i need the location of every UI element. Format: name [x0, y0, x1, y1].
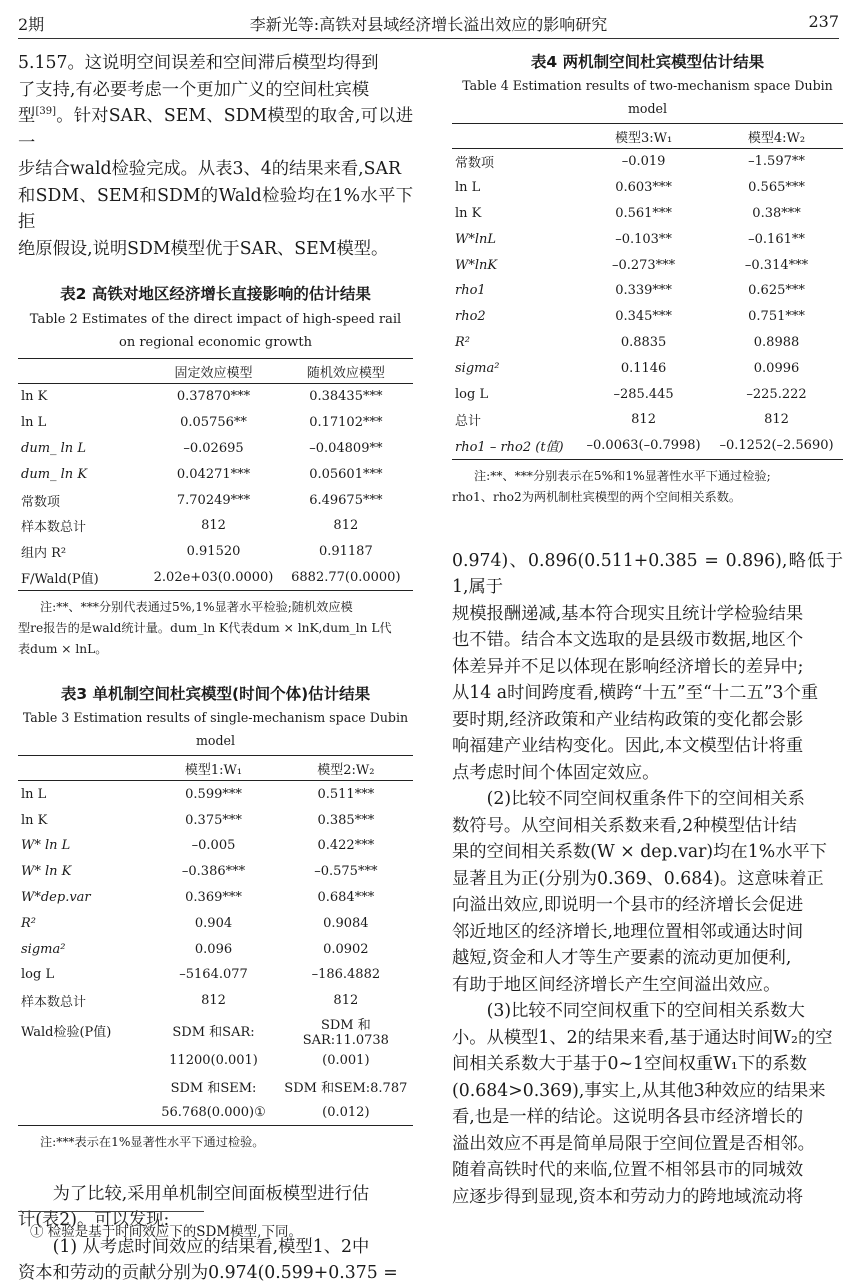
text-line: 也不错。结合本文选取的是县级市数据,地区个: [452, 630, 804, 651]
value-cell: –0.04809**: [309, 440, 383, 456]
value-cell: 0.339***: [615, 283, 672, 299]
table-row: [18, 807, 413, 833]
value-cell: 0.369***: [185, 889, 242, 905]
value-cell: 0.345***: [615, 309, 672, 325]
table3-caption-en: Table 3 Estimation results of single-mechanism space Dubin model: [22, 710, 409, 749]
table4-block: [452, 50, 843, 508]
text-line: 显著且为正(分别为0.369、0.684)。这意味着正: [452, 868, 824, 889]
citation-marker: [39]: [35, 106, 57, 118]
text-line: 从14 a时间跨度看,横跨“十五”至“十二五”3个重: [452, 683, 819, 704]
value-cell: 0.05601***: [309, 466, 383, 482]
text-line: 要时期,经济政策和产业结构政策的变化都会影: [452, 709, 804, 730]
value-cell: –0.02695: [183, 440, 244, 456]
row-label-cell: W*lnL: [455, 231, 497, 247]
table2-note: [18, 597, 413, 660]
table4-note: [452, 466, 843, 508]
row-label-cell: log L: [21, 967, 55, 983]
table-row: [18, 565, 413, 591]
paragraph-1: [452, 548, 843, 787]
table-row: [18, 781, 413, 807]
value-cell: 812: [333, 518, 359, 534]
table-header-cell: 随机效应模型: [279, 359, 413, 384]
table-row: [18, 461, 413, 487]
row-label-cell: dum_ ln L: [21, 440, 86, 456]
footnote: ① 检验是基于时间效应下的SDM模型,下同。: [30, 1224, 302, 1240]
issue-number: 2期: [18, 15, 45, 34]
text-line: 越短,资金和人才等生产要素的流动更加便利,: [452, 948, 792, 969]
value-cell: –0.0063(–0.7998): [577, 433, 710, 459]
footnote-rule: [18, 1211, 204, 1212]
table-row: [18, 1099, 413, 1125]
value-cell: 0.599***: [185, 786, 242, 802]
text-line: 资本和劳动的贡献分别为0.974(0.599+0.375 =: [18, 1263, 398, 1284]
table-row: [452, 252, 843, 278]
table-header-cell: [18, 756, 148, 781]
row-label-cell: sigma²: [21, 941, 66, 957]
table-header-cell: 模型1:W₁: [148, 756, 278, 781]
row-label-cell: ln K: [21, 389, 48, 405]
table-header-cell: [452, 124, 577, 149]
value-cell: 2.02e+03(0.0000): [148, 565, 278, 591]
table-header-cell: 模型3:W₁: [577, 124, 710, 149]
text-line: 5.157。这说明空间误差和空间滞后模型均得到: [18, 53, 379, 73]
text-line: 型: [18, 106, 36, 126]
table-row: [452, 330, 843, 356]
value-cell: 812: [764, 412, 789, 428]
table-row: [452, 407, 843, 433]
table4-caption-en: Table 4 Estimation results of two-mechanism space Dubin model: [462, 78, 833, 116]
row-label-cell: W* ln L: [21, 838, 71, 854]
table-row: [452, 278, 843, 304]
text-line: 溢出效应不再是简单局限于空间位置是否相邻。: [452, 1133, 815, 1154]
row-label-cell: ln L: [21, 786, 47, 802]
value-cell: –5164.077: [179, 967, 248, 983]
table-row: [18, 1048, 413, 1074]
table3-caption-cn: 表3 单机制空间杜宾模型(时间个体)估计结果: [60, 685, 371, 704]
value-cell: –0.103**: [615, 231, 672, 247]
table2: [18, 358, 413, 591]
table-row: [452, 304, 843, 330]
value-cell: SDM 和SAR:11.0738: [302, 1017, 389, 1048]
value-cell: SDM 和SEM:: [170, 1080, 257, 1096]
table3-block: [18, 682, 413, 1153]
value-cell: 0.625***: [748, 283, 805, 299]
row-label-cell: R²: [21, 915, 36, 931]
table2-caption-en-2: on regional economic growth: [119, 335, 312, 350]
note-line: 型re报告的是wald统计量。dum_ln K代表dum × lnK,dum_ln L代: [18, 621, 392, 636]
table2-caption-cn: 表2 高铁对地区经济增长直接影响的估计结果: [60, 285, 371, 303]
value-cell: 0.8988: [753, 334, 800, 350]
value-cell: –0.386***: [181, 864, 246, 880]
table-row: [18, 513, 413, 539]
table-row: [18, 859, 413, 885]
table-row: [18, 1014, 413, 1048]
row-label-cell: 样本数总计: [21, 995, 87, 1011]
row-label-cell: dum_ ln K: [21, 466, 88, 482]
text-line: 随着高铁时代的来临,位置不相邻县市的同城效: [452, 1160, 804, 1181]
table-row: [452, 381, 843, 407]
text-line: (3)比较不同空间权重下的空间相关系数大: [486, 1001, 805, 1022]
text-line: (1) 从考虑时间效应的结果看,模型1、2中: [52, 1236, 370, 1257]
text-line: 和SDM、SEM和SDM的Wald检验均在1%水平下拒: [18, 185, 413, 232]
value-cell: 6.49675***: [309, 492, 383, 508]
table-row: [18, 962, 413, 988]
value-cell: 0.9084: [323, 915, 369, 931]
value-cell: –186.4882: [311, 967, 381, 983]
intro-paragraph: [18, 50, 413, 262]
row-label-cell: Wald检验(P值): [21, 1025, 112, 1041]
row-label-cell: 常数项: [455, 156, 495, 172]
value-cell: (0.001): [322, 1052, 370, 1068]
row-label-cell: ln K: [21, 812, 48, 828]
text-line: 邻近地区的经济增长,地理位置相邻或通达时间: [452, 921, 804, 942]
value-cell: 0.0902: [323, 941, 369, 957]
text-line: 体差异并不足以体现在影响经济增长的差异中;: [452, 656, 804, 677]
text-line: (0.684>0.369),事实上,从其他3种效应的结果来: [452, 1080, 826, 1101]
row-label-cell: 常数项: [21, 494, 61, 510]
value-cell: 0.1146: [620, 360, 667, 376]
table-row: [452, 201, 843, 227]
table3-note: [18, 1132, 413, 1153]
value-cell: 0.375***: [185, 812, 242, 828]
value-cell: 0.096: [194, 941, 233, 957]
row-label-cell: ln K: [455, 205, 482, 221]
value-cell: 56.768(0.000)①: [148, 1099, 278, 1125]
value-cell: 0.385***: [317, 812, 375, 828]
table-row: [18, 487, 413, 513]
row-label-cell: sigma²: [455, 360, 500, 376]
table2-block: [18, 282, 413, 660]
text-line: 绝原假设,说明SDM模型优于SAR、SEM模型。: [18, 238, 389, 259]
text-line: 小。从模型1、2的结果来看,基于通达时间W₂的空: [452, 1027, 833, 1048]
text-line: 。针对SAR、SEM、SDM模型的取舍,可以进一: [18, 106, 413, 153]
text-line: 0.974)、0.896(0.511+0.385 = 0.896),略低于1,属于: [452, 550, 843, 598]
table3: [18, 755, 413, 1126]
value-cell: –0.1252(–2.5690): [710, 433, 843, 459]
row-label-cell: ln L: [455, 180, 481, 196]
text-line: 间相关系数大于基于0~1空间权重W₁下的系数: [452, 1054, 807, 1075]
text-line: 应逐步得到显现,资本和劳动力的跨地域流动将: [452, 1186, 804, 1207]
table-header-cell: [18, 359, 148, 384]
value-cell: 0.91187: [318, 544, 373, 560]
value-cell: 0.91520: [186, 544, 241, 560]
row-label-cell: rho1: [455, 283, 486, 299]
value-cell: –0.161**: [748, 231, 805, 247]
value-cell: 6882.77(0.0000): [279, 565, 413, 591]
left-column: [18, 50, 413, 1287]
row-label-cell: W*lnK: [455, 257, 498, 273]
table-row: [452, 355, 843, 381]
table4-caption-cn: 表4 两机制空间杜宾模型估计结果: [530, 53, 765, 71]
text-line: 点考虑时间个体固定效应。: [452, 762, 660, 783]
value-cell: –0.005: [191, 838, 236, 854]
value-cell: 0.17102***: [309, 415, 383, 431]
header-rule: [18, 38, 839, 39]
table-row: [18, 910, 413, 936]
text-line: 有助于地区间经济增长产生空间溢出效应。: [452, 974, 781, 995]
value-cell: 812: [631, 412, 656, 428]
value-cell: –1.597**: [748, 154, 805, 170]
text-line: 为了比较,采用单机制空间面板模型进行估: [52, 1183, 370, 1204]
value-cell: –0.273***: [611, 257, 676, 273]
running-title: 李新光等:高铁对县域经济增长溢出效应的影响研究: [249, 15, 608, 34]
value-cell: 0.603***: [615, 180, 672, 196]
value-cell: 0.684***: [317, 889, 375, 905]
row-label-cell: 样本数总计: [21, 520, 87, 536]
note-line: 注:**、***分别表示在5%和1%显著性水平下通过检验;: [473, 468, 771, 483]
row-label-cell: 总计: [455, 414, 482, 430]
note-line: 表dum × lnL。: [18, 642, 108, 657]
text-line: 了支持,有必要考虑一个更加广义的空间杜宾模: [18, 79, 370, 100]
value-cell: 0.904: [194, 915, 233, 931]
row-label-cell: 组内 R²: [21, 546, 67, 562]
table-row: [18, 410, 413, 436]
row-label-cell: log L: [455, 386, 489, 402]
table-row: [18, 436, 413, 462]
text-line: 数符号。从空间相关系数来看,2种模型估计结: [452, 815, 797, 836]
value-cell: 812: [333, 993, 359, 1009]
value-cell: –285.445: [613, 386, 674, 402]
table4: [452, 123, 843, 460]
table-row: [18, 885, 413, 911]
right-column: [452, 50, 843, 1210]
text-line: 向溢出效应,即说明一个县市的经济增长会促进: [452, 895, 804, 916]
text-line: 看,也是一样的结论。这说明各县市经济增长的: [452, 1107, 804, 1128]
value-cell: SDM 和SAR:: [172, 1025, 255, 1041]
text-line: 计(表2)。可以发现:: [18, 1210, 170, 1231]
value-cell: 0.8835: [620, 334, 667, 350]
row-label-cell: rho2: [455, 309, 486, 325]
row-label-cell: F/Wald(P值): [18, 565, 148, 591]
note-line: 注:**、***分别代表通过5%,1%显著水平检验;随机效应模: [39, 600, 353, 615]
value-cell: 0.04271***: [176, 466, 251, 482]
value-cell: 0.0996: [753, 360, 800, 376]
table-row: [452, 433, 843, 459]
value-cell: 0.511***: [317, 786, 375, 802]
value-cell: 0.05756**: [180, 415, 247, 431]
value-cell: 0.37870***: [176, 389, 251, 405]
value-cell: (0.012): [279, 1099, 413, 1125]
value-cell: 11200(0.001): [169, 1052, 258, 1068]
row-label-cell: R²: [455, 334, 470, 350]
page-number: 237: [808, 12, 839, 31]
table-row: [18, 384, 413, 410]
text-line: (2)比较不同空间权重条件下的空间相关系: [486, 789, 805, 810]
row-label-cell: ln L: [21, 415, 47, 431]
text-line: 步结合wald检验完成。从表3、4的结果来看,SAR: [18, 159, 401, 179]
paragraph-2: [452, 786, 843, 998]
row-label-cell: [18, 1073, 148, 1099]
value-cell: 812: [201, 993, 226, 1009]
row-label-cell: [18, 1048, 148, 1074]
table-row: [18, 936, 413, 962]
value-cell: –0.314***: [744, 257, 809, 273]
note-line: 注:***表示在1%显著性水平下通过检验。: [39, 1134, 265, 1149]
text-line: 规模报酬递减,基本符合现实且统计学检验结果: [452, 603, 804, 624]
text-line: 响福建产业结构变化。因此,本文模型估计将重: [452, 736, 804, 757]
value-cell: 0.565***: [748, 180, 805, 196]
table-row: [452, 149, 843, 175]
row-label-cell: rho1 – rho2 (t值): [452, 433, 577, 459]
value-cell: 0.751***: [748, 309, 805, 325]
value-cell: SDM 和SEM:8.787: [284, 1080, 408, 1096]
table2-caption-en: Table 2 Estimates of the direct impact of high-speed rail: [29, 312, 402, 327]
row-label-cell: W* ln K: [21, 864, 72, 880]
value-cell: 0.422***: [317, 838, 375, 854]
table-row: [18, 1073, 413, 1099]
value-cell: 0.38435***: [309, 389, 383, 405]
table-row: [18, 988, 413, 1014]
table-row: [452, 175, 843, 201]
paragraph-3: [452, 998, 843, 1210]
value-cell: –0.575***: [314, 864, 378, 880]
value-cell: –0.019: [621, 154, 666, 170]
note-line: rho1、rho2为两机制杜宾模型的两个空间相关系数。: [452, 489, 742, 504]
value-cell: 0.561***: [615, 205, 672, 221]
value-cell: –225.222: [746, 386, 807, 402]
row-label-cell: W*dep.var: [21, 889, 91, 905]
value-cell: 812: [201, 518, 226, 534]
row-label-cell: [18, 1099, 148, 1125]
running-header: [18, 8, 839, 34]
table-header-cell: 模型2:W₂: [279, 756, 413, 781]
table-row: [18, 833, 413, 859]
text-line: 果的空间相关系数(W × dep.var)均在1%水平下: [452, 842, 827, 863]
table-row: [18, 539, 413, 565]
value-cell: 0.38***: [752, 205, 801, 221]
table-header-cell: 固定效应模型: [148, 359, 278, 384]
table-row: [452, 226, 843, 252]
table-header-cell: 模型4:W₂: [710, 124, 843, 149]
value-cell: 7.70249***: [176, 492, 251, 508]
